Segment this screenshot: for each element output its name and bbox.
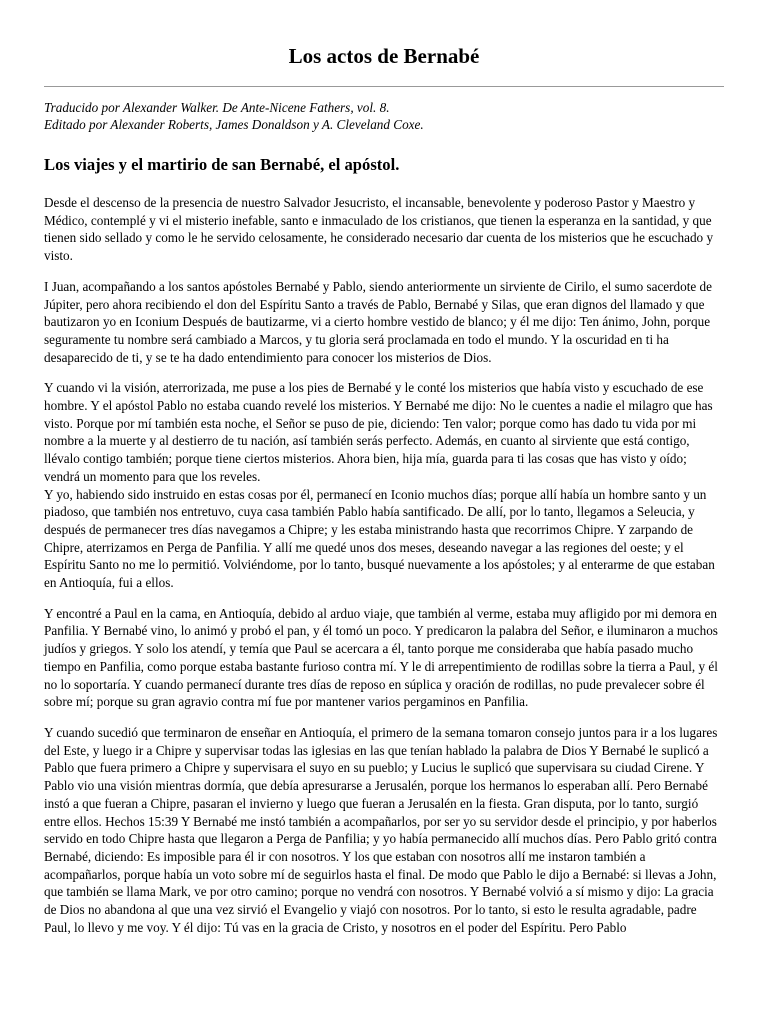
document-body: [44, 194, 724, 936]
translation-credits: [44, 99, 724, 133]
paragraph: Y encontré a Paul en la cama, en Antioquía, debido al arduo viaje, que también al verme, estaba muy afligido por mi demora en Panfilia. Y Bernabé vino, lo animó y probó el pan, y él tomó un poco. Y predicaron la palabra del Señor, e iluminaron a muchos judíos y griegos. Y solo los atendí, y temía que Paul se acercara a él, tanto porque me consideraba que había pasado mucho tiempo en Panfilia, como porque estaba bastante furioso contra mí. Y le di arrepentimiento de rodillas sobre la tierra a Paul, y él no lo soportaría. Y cuando permanecí durante tres días de reposo en súplica y oración de rodillas, no pude prevalecer sobre él sobre mí; porque su gran agravio contra mí fue por mantener varios pergaminos en Panfilia.: [44, 605, 718, 710]
paragraph: Y cuando vi la visión, aterrorizada, me puse a los pies de Bernabé y le conté los misterios que había visto y escuchado de ese hombre. Y el apóstol Pablo no estaba cuando revelé los misterios. Y Bernabé me dijo: No le cuentes a nadie el milagro que has visto. Porque por mí también esta noche, el Señor se puso de pie, diciendo: Ten valor; porque como has dado tu vida por mi nombre a la muerte y al destierro de tu nación, así también serás perfecto. Además, en cuanto al sirviente que está contigo, llévalo contigo también; porque tiene ciertos misterios. Ahora bien, hija mía, guarda para ti las cosas que has visto y oído; vendrá un momento para que los reveles.: [44, 380, 713, 484]
paragraph: I Juan, acompañando a los santos apóstoles Bernabé y Pablo, siendo anteriormente un sirviente de Cirilo, el sumo sacerdote de Júpiter, pero ahora recibiendo el don del Espíritu Santo a través de Pablo, Bernabé y Silas, que eran dignos del llamado y que bautizaron yo en Iconium Después de bautizarme, vi a cierto hombre vestido de blanco; y él me dijo: Ten ánimo, John, porque seguramente tu nombre será cambiado a Marcos, y tu gloria será proclamada en todo el mundo. Y la oscuridad en ti ha desaparecido de ti, y se te ha dado entendimiento para conocer los misterios de Dios.: [44, 278, 712, 365]
paragraph: Desde el descenso de la presencia de nuestro Salvador Jesucristo, el incansable, benevolente y poderoso Pastor y Maestro y Médico, contemplé y vi el misterio inefable, santo e inmaculado de los cristianos, que tienen la esperanza en la santidad, y que tienen sido sellado y como le he servido celosamente, he considerado necesario dar cuenta de los misterios que he escuchado y visto.: [44, 195, 714, 264]
credit-line: Traducido por Alexander Walker. De Ante-Nicene Fathers, vol. 8.: [44, 100, 390, 115]
paragraph: Y yo, habiendo sido instruido en estas cosas por él, permanecí en Iconio muchos días; porque allí había un hombre santo y un piadoso, que también nos entretuvo, cuya casa también Pablo había santificado. De allí, por lo tanto, llegamos a Seleucia, y después de permanecer tres días navegamos a Chipre; y les estaba ministrando hasta que recorrimos Chipre. Y zarpando de Chipre, aterrizamos en Perga de Panfilia. Y allí me quedé unos dos meses, deseando navegar a las regiones del oeste; y el Espíritu Santo no me lo permitió. Volviéndome, por lo tanto, busqué nuevamente a los apóstoles; y al enterarme de que estaban en Antioquía, fui a ellos.: [44, 486, 715, 591]
document-title: Los actos de Bernabé: [288, 44, 480, 68]
paragraph: Y cuando sucedió que terminaron de enseñar en Antioquía, el primero de la semana tomaron consejo juntos para ir a los lugares del Este, y luego ir a Chipre y supervisar todas las iglesias en las que tenían hablado la palabra de Dios Y Bernabé le suplicó a Pablo que fuera primero a Chipre y supervisara el suyo en su pueblo; y Lucius le suplicó que supervisara su ciudad Cirene. Y Pablo vio una visión mientras dormía, que debía apresurarse a Jerusalén, porque los hermanos lo esperaban allí. Pero Bernabé instó a que fueran a Chipre, pasaran el invierno y luego que fueran a Jerusalén en la fiesta. Gran disputa, por lo tanto, surgió entre ellos. Hechos 15:39 Y Bernabé me instó también a acompañarlos, por ser yo su servidor desde el principio, y por haberlos servido en todo Chipre hasta que llegaron a Perga de Panfilia; y yo había permanecido allí muchos días. Pero Pablo gritó contra Bernabé, diciendo: Es imposible para él ir con nosotros. Y los que estaban con nosotros allí me instaron también a acompañarlos, porque había un voto sobre mí de seguirlos hasta el final. De modo que Pablo le dijo a Bernabé: si llevas a John, que también se llama Mark, ve por otro camino; porque no vendrá con nosotros. Y Bernabé volvió a sí mismo y dijo: La gracia de Dios no abandona al que una vez sirvió el Evangelio y viajó con nosotros. Por lo tanto, si esto le resulta agradable, padre Paul, lo llevo y me voy. Y él dijo: Tú vas en la gracia de Cristo, y nosotros en el poder del Espíritu. Pero Pablo: [44, 724, 718, 935]
title-divider: [44, 86, 724, 87]
credit-line: Editado por Alexander Roberts, James Donaldson y A. Cleveland Coxe.: [44, 117, 424, 132]
section-heading: Los viajes y el martirio de san Bernabé, el apóstol.: [44, 155, 400, 174]
